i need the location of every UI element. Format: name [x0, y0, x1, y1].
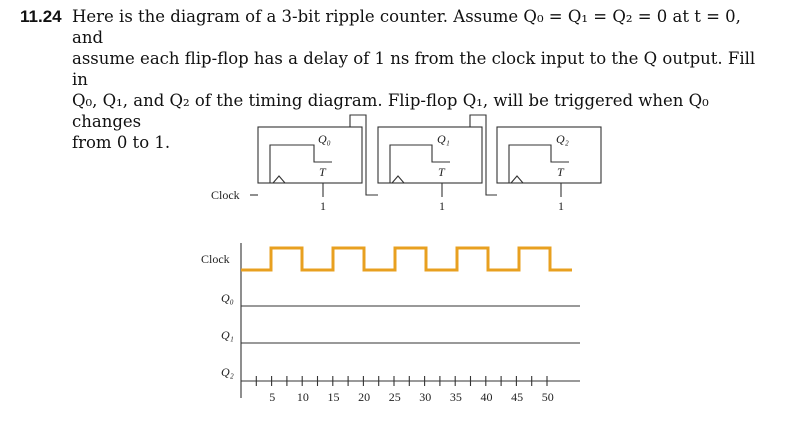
ff1-clock-triangle [392, 176, 404, 183]
ff1-input-label: T [438, 165, 445, 179]
problem-line-3: Q₀, Q₁, and Q₂ of the timing diagram. Flip-flop Q₁, will be triggered when Q₀ changes [72, 91, 709, 131]
timing-tick-label: 15 [327, 390, 340, 404]
problem-line-4: from 0 to 1. [72, 133, 171, 152]
timing-tick-label: 40 [480, 390, 493, 404]
timing-tick-label: 5 [269, 390, 276, 404]
timing-tick-label: 35 [449, 390, 462, 404]
timing-tick-label: 10 [296, 390, 309, 404]
ff2-tied-label: 1 [558, 199, 564, 213]
clock-waveform [241, 248, 572, 270]
problem-line-1: Here is the diagram of a 3-bit ripple counter. Assume Q₀ = Q₁ = Q₂ = 0 at t = 0, and [72, 7, 741, 47]
ff2-input-label: T [557, 165, 564, 179]
ff2-box [497, 127, 601, 183]
timing-tick-label: 45 [511, 390, 524, 404]
timing-q0-label: Q₀ [221, 291, 234, 305]
timing-tick-labels [269, 390, 553, 404]
ff1-box [378, 127, 482, 183]
ff2-clock-triangle [511, 176, 523, 183]
timing-tick-label: 20 [358, 390, 371, 404]
ff0-clock-triangle [273, 176, 285, 183]
timing-tick-label: 30 [419, 390, 432, 404]
ff0-output-label: Q₀ [318, 132, 331, 146]
timing-q1-label: Q₁ [221, 328, 234, 342]
circuit-clock-label: Clock [211, 188, 240, 202]
timing-q2-label: Q₂ [221, 365, 234, 379]
timing-clock-label: Clock [201, 252, 230, 266]
timing-tick-label: 50 [541, 390, 554, 404]
timing-tick-label: 25 [388, 390, 401, 404]
ff1-tied-label: 1 [439, 199, 445, 213]
problem-line-2: assume each flip-flop has a delay of 1 ns from the clock input to the Q output. Fill in [72, 49, 756, 89]
ff0-tied-label: 1 [320, 199, 326, 213]
ff2-output-label: Q₂ [556, 132, 569, 146]
ff0-box [258, 127, 362, 183]
problem-number: 11.24 [20, 7, 62, 26]
ff1-output-label: Q₁ [437, 132, 450, 146]
ff0-input-label: T [319, 165, 326, 179]
